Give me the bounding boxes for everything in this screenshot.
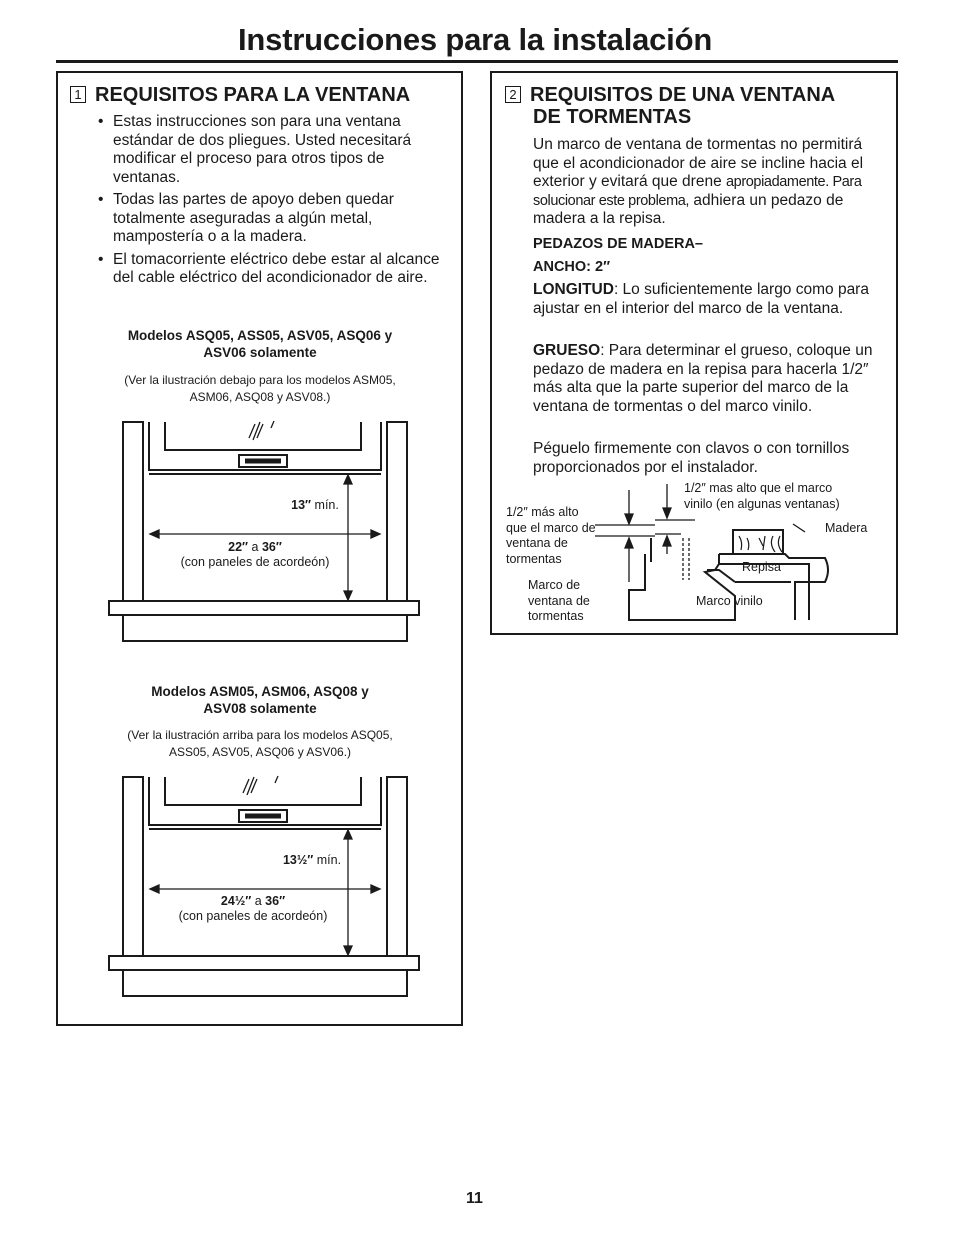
section1-heading	[70, 84, 410, 106]
figure1-width-note: (con paneles de acordeón)	[180, 555, 330, 569]
bullet-item: • Estas instrucciones son para una ventana estándar de dos pliegues. Usted necesitará modificar el proceso para otros tipos de ventanas.	[96, 113, 452, 187]
thickness-text: : Para determinar el grueso, coloque un pedazo de madera en la repisa para hacerla 1/2″ más alta que la parte superior del marco de la ventana de tormentas o del marco vinilo.	[533, 342, 873, 415]
section2-heading-line: REQUISITOS DE UNA VENTANA	[530, 84, 836, 106]
width-label: ANCHO: 2″	[533, 259, 611, 275]
label-half-inch-vinyl: 1/2″ mas alto que el marco vinilo (en algunas ventanas)	[684, 481, 840, 511]
figure2-caption-line: ASV08 solamente	[203, 701, 317, 716]
figure1-width-label	[155, 540, 355, 570]
figure1-caption	[60, 327, 460, 361]
label-wood: Madera	[825, 521, 868, 535]
title-rule	[56, 60, 898, 63]
figure1-note-line: ASM06, ASQ08 y ASV08.)	[189, 390, 331, 404]
section2-heading	[505, 84, 885, 128]
figure1-note	[60, 372, 460, 406]
section1-bullets	[96, 113, 452, 292]
section2-intro	[533, 136, 888, 229]
section1-number: 1	[70, 86, 86, 103]
section2-intro-condensed: apropiadamente. Para solucionar este problema,	[533, 174, 862, 209]
figure2-height-label	[262, 853, 362, 868]
figure1-height-value: 13″	[291, 498, 312, 512]
length-paragraph	[533, 281, 888, 318]
fasten-paragraph: Péguelo firmemente con clavos o con tornillos proporcionados por el instalador.	[533, 440, 850, 476]
bullet-item: • El tomacorriente eléctrico debe estar al alcance del cable eléctrico del acondicionador de aire.	[96, 251, 452, 288]
figure2-note-line: ASS05, ASV05, ASQ06 y ASV06.)	[168, 745, 352, 759]
figure2-width-sep: a	[254, 894, 262, 908]
bullet-item: • Todas las partes de apoyo deben quedar totalmente aseguradas a algún metal, mampostería o a la madera.	[96, 191, 452, 247]
figure2-note-line: (Ver la ilustración arriba para los modelos ASQ05,	[127, 728, 393, 742]
window-diagram-2	[105, 773, 425, 998]
figure1-height-label	[270, 498, 360, 513]
figure2-width-to: 36″	[265, 894, 286, 908]
length-text: : Lo suficientemente largo como para ajustar en el interior del marco de la ventana.	[533, 281, 869, 317]
page-number: 11	[466, 1190, 483, 1207]
figure2-caption	[60, 683, 460, 717]
figure1-note-line: (Ver la ilustración debajo para los modelos ASM05,	[124, 373, 396, 387]
thickness-paragraph	[533, 342, 888, 416]
figure1-caption-line: ASV06 solamente	[203, 345, 317, 360]
page-title: Instrucciones para la instalación	[238, 22, 713, 57]
figure1-width-from: 22″	[228, 540, 249, 554]
figure2-width-note: (con paneles de acordeón)	[178, 909, 328, 923]
figure2-height-value: 13½″	[282, 853, 314, 867]
length-term: LONGITUD	[533, 281, 614, 298]
window-diagram-1	[105, 418, 425, 643]
figure1-width-sep: a	[251, 540, 259, 554]
section2-heading-line: DE TORMENTAS	[533, 106, 692, 128]
figure2-note	[60, 727, 460, 761]
figure1-width-to: 36″	[261, 540, 282, 554]
section2-intro-text: Un marco de ventana de tormentas no permitirá que el acondicionador de aire se incline hacia el exterior y evitará que drene	[533, 136, 864, 190]
section2-number: 2	[505, 86, 521, 103]
section1-heading-text: REQUISITOS PARA LA VENTANA	[95, 84, 411, 106]
label-sill: Repisa	[742, 560, 781, 574]
wood-heading: PEDAZOS DE MADERA–	[533, 236, 703, 252]
figure2-width-from: 24½″	[220, 894, 252, 908]
figure1-height-unit: mín.	[314, 498, 339, 512]
figure2-caption-line: Modelos ASM05, ASM06, ASQ08 y	[151, 684, 369, 699]
label-half-inch-storm: 1/2″ más alto que el marco de ventana de tormentas	[506, 505, 596, 566]
label-storm-frame: Marco de ventana de tormentas	[528, 578, 590, 623]
figure2-width-label	[153, 894, 353, 924]
figure2-height-unit: mín.	[316, 853, 342, 867]
section2-intro-end: adhiera un pedazo de madera a la repisa.	[533, 191, 844, 227]
label-vinyl-frame: Marco vinilo	[696, 594, 763, 608]
thickness-term: GRUESO	[533, 342, 601, 359]
figure1-caption-line: Modelos ASQ05, ASS05, ASV05, ASQ06 y	[127, 328, 393, 343]
